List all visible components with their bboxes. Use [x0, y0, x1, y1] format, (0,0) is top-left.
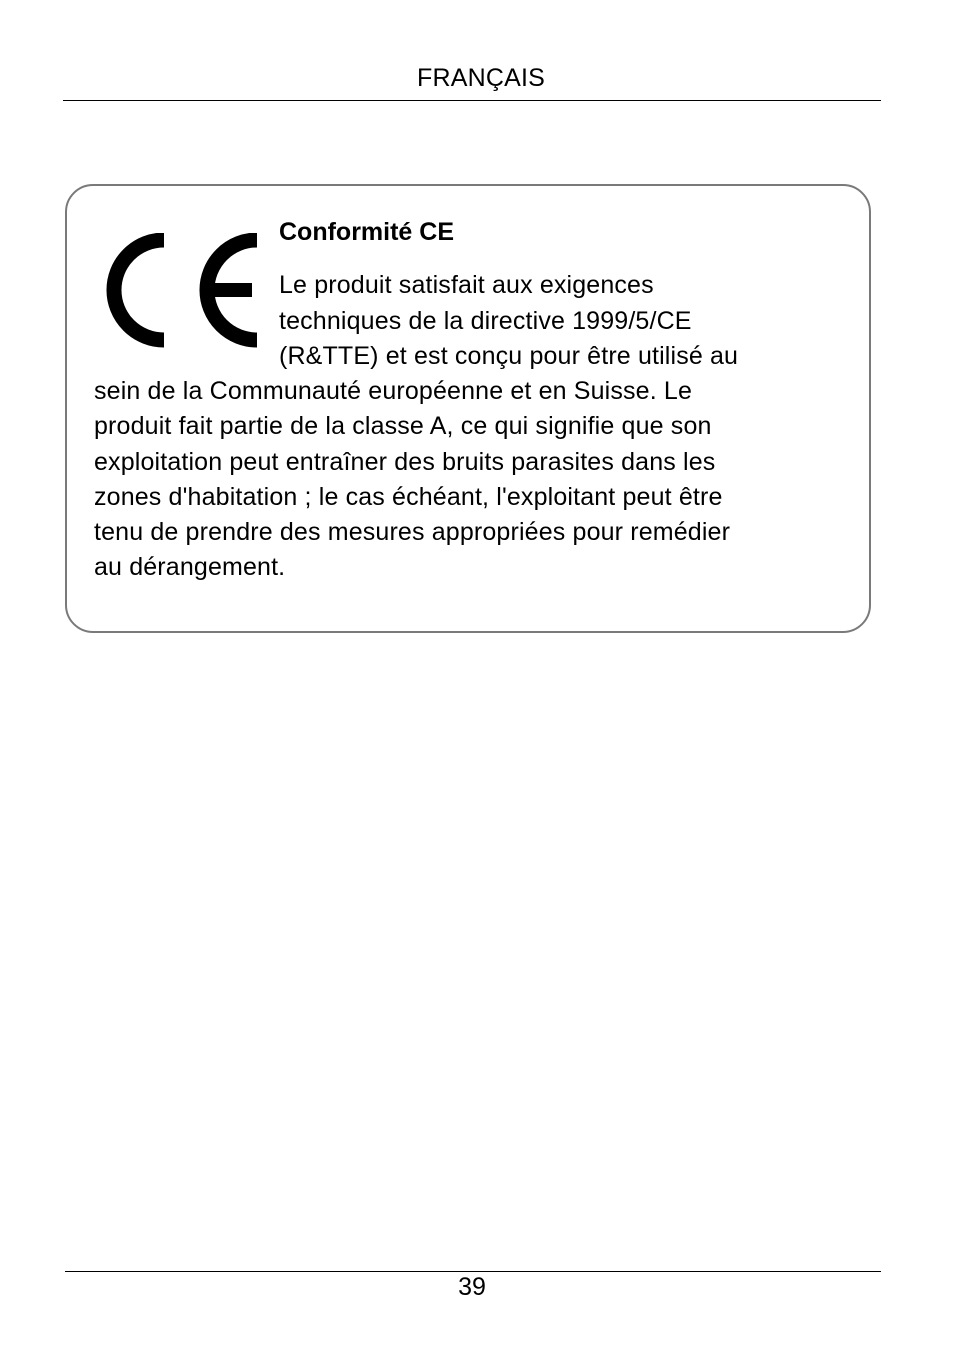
body-text-line: au dérangement.	[94, 553, 286, 581]
body-text-line: exploitation peut entraîner des bruits parasites dans les	[94, 448, 716, 476]
body-text-line: Le produit satisfait aux exigences	[279, 271, 654, 299]
body-text-line: produit fait partie de la classe A, ce qui signifie que son	[94, 412, 712, 440]
ce-mark-icon	[104, 233, 259, 348]
body-text-line: zones d'habitation ; le cas échéant, l'exploitant peut être	[94, 483, 723, 511]
body-text-line: tenu de prendre des mesures appropriées pour remédier	[94, 518, 731, 546]
page-header-title: FRANÇAIS	[416, 64, 545, 92]
header-divider	[63, 100, 881, 101]
body-text-line: techniques de la directive 1999/5/CE	[279, 307, 692, 335]
body-text-line: sein de la Communauté européenne et en Suisse. Le	[94, 377, 693, 405]
body-text-line: (R&TTE) et est conçu pour être utilisé au	[279, 342, 739, 370]
page-number: 39	[458, 1273, 486, 1301]
section-title: Conformité CE	[279, 218, 454, 246]
